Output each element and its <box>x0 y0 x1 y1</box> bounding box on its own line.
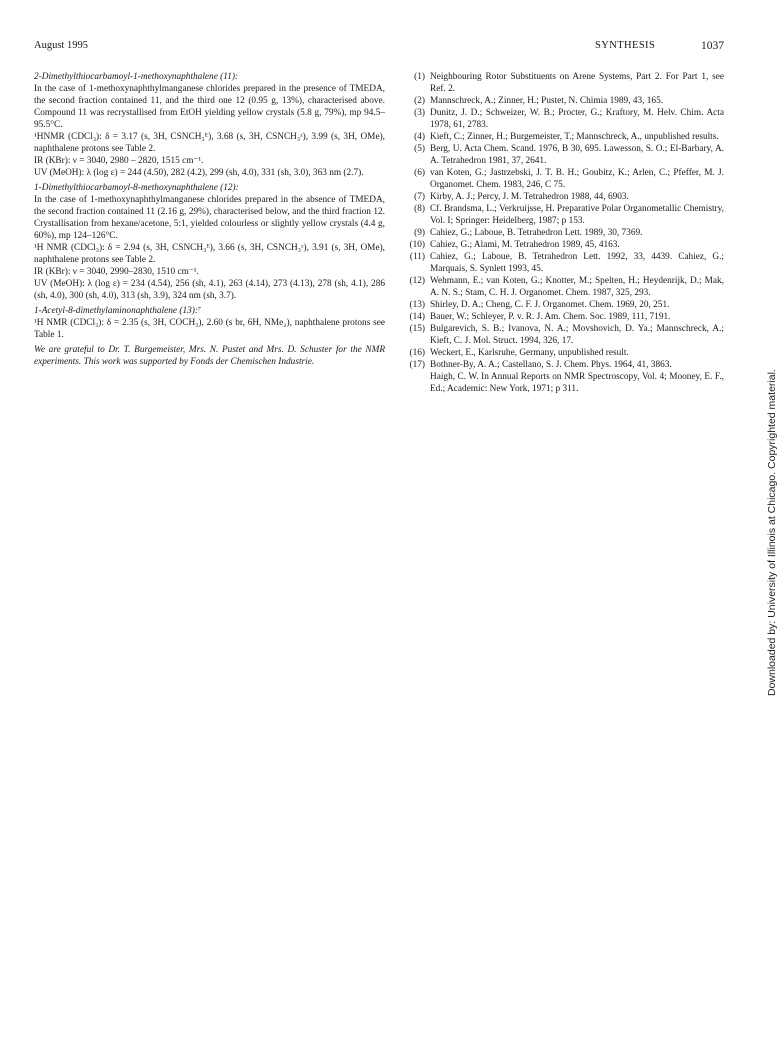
reference-text: Kirby, A. J.; Percy, J. M. Tetrahedron 1988, 44, 6903. <box>430 192 629 202</box>
compound-12-title: 1-Dimethylthiocarbamoyl-8-methoxynaphthalene (12): <box>34 183 239 193</box>
reference-item <box>401 227 724 239</box>
reference-number: (3) <box>414 108 425 118</box>
references-list <box>401 71 724 395</box>
reference-item <box>401 107 724 131</box>
reference-text: Wehmann, E.; van Koten, G.; Knotter, M.; Spelten, H.; Heydenrijk, D.; Mak, A. N. S.; Stam, C. H. J. Organomet. Chem. 1987, 325, 293. <box>430 276 724 298</box>
compound-11-uv: UV (MeOH): λ (log ε) = 244 (4.50), 282 (4.2), 299 (sh, 4.0), 331 (sh, 3.0), 363 nm (2.7). <box>34 168 364 178</box>
reference-number: (2) <box>414 96 425 106</box>
reference-text: Kieft, C.; Zinner, H.; Burgemeister, T.; Mannschreck, A., unpublished results. <box>430 132 719 142</box>
reference-text: Mannschreck, A.; Zinner, H.; Pustet, N. Chimia 1989, 43, 165. <box>430 96 664 106</box>
reference-text: Shirley, D. A.; Cheng, C. F. J. Organomet. Chem. 1969, 20, 251. <box>430 300 670 310</box>
reference-number: (9) <box>414 228 425 238</box>
reference-item <box>401 275 724 299</box>
reference-number: (12) <box>409 276 425 286</box>
reference-item <box>401 299 724 311</box>
reference-item <box>401 251 724 275</box>
journal-name: SYNTHESIS <box>595 40 656 51</box>
reference-item <box>401 143 724 167</box>
reference-item <box>401 359 724 371</box>
reference-number: (4) <box>414 132 425 142</box>
reference-text: van Koten, G.; Jastrzebski, J. T. B. H.; Goubitz, K.; Arlen, C.; Pfeffer, M. J. Organomet. Chem. 1983, 246, C 75. <box>430 168 724 190</box>
reference-number: (1) <box>414 72 425 82</box>
compound-13-nmr: ¹H NMR (CDCl₃): δ = 2.35 (s, 3H, COCH₃), 2.60 (s br, 6H, NMe₂), naphthalene protons see Table 1. <box>34 318 385 340</box>
compound-11-nmr: ¹HNMR (CDCl₃): δ = 3.17 (s, 3H, CSNCH₃ᴱ), 3.68 (s, 3H, CSNCH₃ᶻ), 3.99 (s, 3H, OMe), naphthalene protons see Table 2. <box>34 132 385 154</box>
page-number: 1037 <box>701 40 724 52</box>
issue-date: August 1995 <box>34 40 88 51</box>
reference-text: Cf. Brandsma, L.; Verkruijsse, H. Preparative Polar Organometallic Chemistry, Vol. I; Springer: Heidelberg, 1987; p 153. <box>430 204 724 226</box>
reference-text: Neighbouring Rotor Substituents on Arene Systems, Part 2. For Part 1, see Ref. 2. <box>430 72 724 94</box>
reference-number: (13) <box>409 300 425 310</box>
reference-number: (14) <box>409 312 425 322</box>
reference-text: Bauer, W.; Schleyer, P. v. R. J. Am. Chem. Soc. 1989, 111, 7191. <box>430 312 671 322</box>
compound-12-ir: IR (KBr): ν = 3040, 2990–2830, 1510 cm⁻¹. <box>34 267 199 277</box>
reference-item <box>401 371 724 395</box>
reference-item <box>401 167 724 191</box>
reference-item <box>401 347 724 359</box>
compound-12-nmr: ¹H NMR (CDCl₃): δ = 2.94 (s, 3H, CSNCH₃ᴱ), 3.66 (s, 3H, CSNCH₃ᶻ), 3.91 (s, 3H, OMe), naphthalene protons see Table 2. <box>34 243 385 265</box>
reference-item <box>401 95 724 107</box>
reference-item <box>401 311 724 323</box>
reference-item <box>401 131 724 143</box>
reference-item <box>401 323 724 347</box>
reference-text: Bulgarevich, S. B.; Ivanova, N. A.; Movshovich, D. Ya.; Mannschreck, A.; Kieft, C. J. Mol. Struct. 1994, 326, 17. <box>430 324 724 346</box>
compound-12-uv: UV (MeOH): λ (log ε) = 234 (4.54), 256 (sh, 4.1), 263 (4.14), 273 (4.13), 278 (sh, 4.1), 286 (sh, 4.0), 300 (sh, 4.0), 313 (sh, 3.9), 324 nm (sh, 3.7). <box>34 279 385 301</box>
reference-text: Berg, U. Acta Chem. Scand. 1976, B 30, 695. Lawesson, S. O.; El-Barbary, A. A. Tetrahedron 1981, 37, 2641. <box>430 144 724 166</box>
reference-number: (15) <box>409 324 425 334</box>
reference-number: (16) <box>409 348 425 358</box>
page-header <box>34 40 724 54</box>
reference-text: Weckert, E., Karlsruhe, Germany, unpublished result. <box>430 348 629 358</box>
reference-number: (5) <box>414 144 425 154</box>
acknowledgement: We are grateful to Dr. T. Burgemeister, Mrs. N. Pustet and Mrs. D. Schuster for the NMR experiments. This work was supported by Fonds der Chemischen Industrie. <box>34 345 385 367</box>
reference-number: (10) <box>409 240 425 250</box>
reference-item <box>401 239 724 251</box>
compound-11-title: 2-Dimethylthiocarbamoyl-1-methoxynaphthalene (11): <box>34 72 239 82</box>
reference-text: Cahiez, G.; Laboue, B. Tetrahedron Lett. 1989, 30, 7369. <box>430 228 643 238</box>
experimental-column <box>34 71 385 368</box>
reference-number: (17) <box>409 360 425 370</box>
reference-number: (11) <box>409 252 425 262</box>
compound-11-ir: IR (KBr): ν = 3040, 2980 – 2820, 1515 cm⁻¹. <box>34 156 204 166</box>
reference-text: Dunitz, J. D.; Schweizer, W. B.; Procter, G.; Kraftory, M. Helv. Chim. Acta 1978, 61, 2783. <box>430 108 724 130</box>
reference-text: Cahiez, G.; Laboue, B. Tetrahedron Lett. 1992, 33, 4439. Cahiez, G.; Marquais, S. Synlett 1993, 45. <box>430 252 724 274</box>
compound-11-body: In the case of 1-methoxynaphthylmanganese chlorides prepared in the presence of TMEDA, the second fraction contained 11, and the third one 12 (0.95 g, 13%), characterised above. Compound 11 was recrystallised from EtOH yielding yellow crystals (5.8 g, 79%), mp 94.5–95.5°C. <box>34 84 385 130</box>
reference-text: Bothner-By, A. A.; Castellano, S. J. Chem. Phys. 1964, 41, 3863. <box>430 360 672 370</box>
compound-13-title: 1-Acetyl-8-dimethylaminonaphthalene (13):⁷ <box>34 306 202 316</box>
reference-text: Cahiez, G.; Alami, M. Tetrahedron 1989, 45, 4163. <box>430 240 620 250</box>
reference-number: (6) <box>414 168 425 178</box>
reference-number: (7) <box>414 192 425 202</box>
compound-12-body: In the case of 1-methoxynaphthylmanganese chlorides prepared in the absence of TMEDA, the second fraction contained 11 (2.16 g, 29%), characterised below, and the third fraction 12. Crystallisation from hexane/acetone, 5:1, yielded colourless or slightly yellow crystals (4.4 g, 60%), mp 124–126°C. <box>34 195 385 241</box>
reference-number: (8) <box>414 204 425 214</box>
reference-item <box>401 191 724 203</box>
reference-item <box>401 203 724 227</box>
reference-text: Haigh, C. W. In Annual Reports on NMR Spectroscopy, Vol. 4; Mooney, E. F., Ed.; Academic: New York, 1971; p 311. <box>430 372 724 394</box>
reference-item <box>401 71 724 95</box>
download-watermark: Downloaded by: University of Illinois at Chicago. Copyrighted material. <box>766 369 778 696</box>
